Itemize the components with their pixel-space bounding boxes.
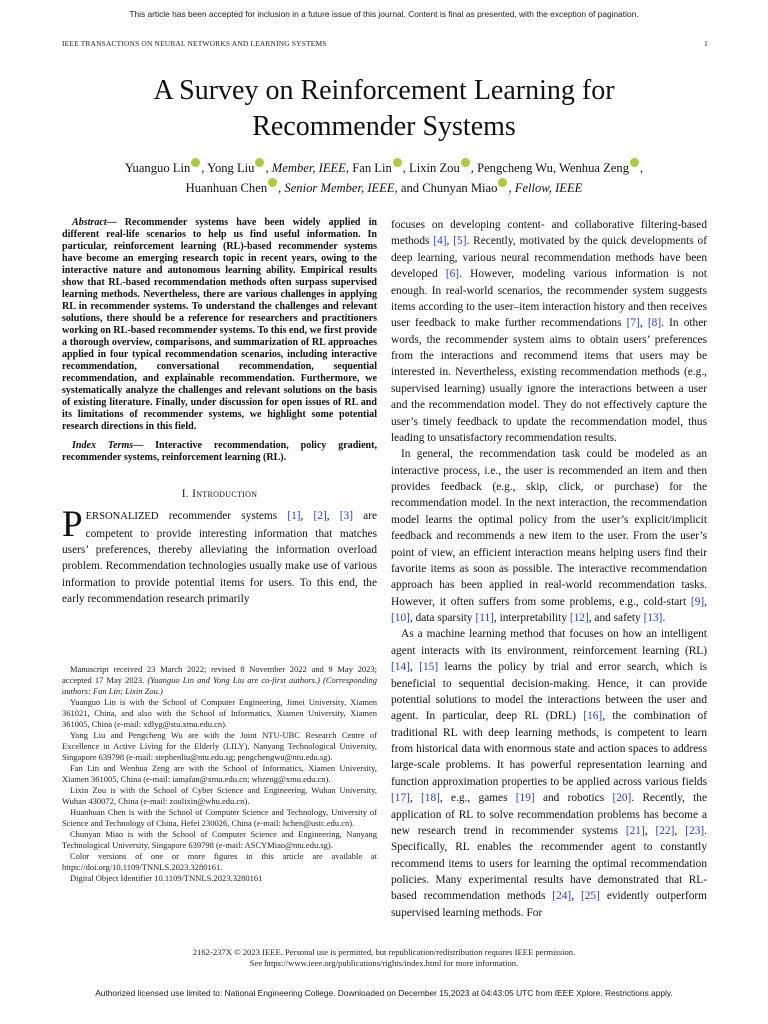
citation-link[interactable]: [13]: [643, 612, 663, 624]
orcid-icon[interactable]: [268, 178, 277, 187]
citation-link[interactable]: [5]: [453, 235, 467, 248]
citation-link[interactable]: [16]: [583, 710, 603, 723]
acceptance-notice: This article has been accepted for inclusion in a future issue of this journal. Content is final as presented, with the exception of pagination.: [129, 9, 639, 19]
journal-name: IEEE TRANSACTIONS ON NEURAL NETWORKS AND LEARNING SYSTEMS: [62, 39, 327, 48]
orcid-icon[interactable]: [255, 158, 264, 167]
citation-link[interactable]: [14]: [391, 661, 410, 674]
footnote: Lixin Zou is with the School of Cyber Science and Engineering, Wuhan University, Wuhan 430072, China (e-mail: zoulixin@whu.edu.cn).: [62, 785, 377, 806]
drop-cap: P: [62, 504, 83, 546]
body-paragraph: focuses on developing content- and collaborative filtering-based methods [4], [5]. Recently, motivated by the quick developments of deep learning, various neural recommendation methods have been developed [6]. However, modeling various information is not enough. In real-world scenarios, the recommender system suggests items according to the user–item interaction history and then receives user feedback to make further recommendations [7], [8]. In other words, the recommender system aims to obtain users’ preferences from the interactions and recommend items that users may be interested in. Nevertheless, existing recommendation methods (e.g., supervised learning) usually ignore the interactions between a user and the recommendation model. They do not effectively capture the user’s timely feedback to update the recommendation model, thus leading to unsatisfactory recommendation results.: [391, 219, 708, 444]
orcid-icon[interactable]: [498, 178, 507, 187]
author-name: Yong Liu: [207, 161, 255, 175]
section-heading: I. Introduction: [181, 488, 258, 501]
paper-title: [0, 73, 768, 145]
download-notice: Authorized licensed use limited to: National Engineering College. Downloaded on December 15,2023 at 04:43:05 UTC from IEEE Xplore. Restrictions apply.: [95, 988, 673, 998]
author-name: Wenhua Zeng: [559, 161, 629, 175]
running-head: [62, 39, 708, 48]
author-name: Chunyan Miao: [422, 181, 498, 195]
citation-link[interactable]: [15]: [419, 661, 439, 674]
citation-link[interactable]: [7]: [626, 317, 640, 330]
abstract-label: Abstract: [72, 217, 107, 228]
footnote: Manuscript received 23 March 2022; revised 8 November 2022 and 9 May 2023; accepted 17 May 2023. (Yuanguo Lin and Yong Liu are co-first authors.) (Corresponding authors: Fan Lin; Lixin Zou.): [62, 664, 377, 696]
citation-link[interactable]: [4]: [433, 235, 447, 248]
citation-link[interactable]: [12]: [569, 612, 589, 624]
title-line-2: Recommender Systems: [252, 111, 516, 142]
page-number: 1: [704, 39, 708, 48]
citation-link[interactable]: [9]: [690, 595, 705, 608]
author-name: Lixin Zou: [409, 161, 460, 175]
index-terms: [62, 440, 377, 464]
orcid-icon[interactable]: [461, 158, 470, 167]
citation-link[interactable]: [19]: [515, 792, 535, 805]
title-line-1: A Survey on Reinforcement Learning for: [153, 75, 615, 106]
left-column: [62, 217, 377, 608]
intro-paragraph: PERSONALIZED recommender systems [1], [2], [3] are competent to provide interesting information that matches users’ preferences, thereby alleviating the information overload problem. Recommendation technologies usually make use of various information to provide potential items for users. To this end, the early recommendation research primarily: [62, 504, 378, 606]
orcid-icon[interactable]: [630, 158, 639, 167]
citation-link[interactable]: [24]: [552, 890, 572, 903]
author-role: Senior Member, IEEE: [284, 181, 395, 195]
abstract-text: — Recommender systems have been widely applied in different real-life scenarios to help us find useful information. In particular, reinforcement learning (RL)-based recommender systems have become an emerging research topic in recent years, owing to the interactive nature and autonomous learning ability. Empirical results show that RL-based recommendation methods often surpass supervised learning methods. Nevertheless, there are various challenges in applying RL in recommender systems. To understand the challenges and relevant solutions, there should be a reference for researchers and practitioners working on RL-based recommender systems. To this end, we first provide a thorough overview, comparisons, and summarization of RL approaches applied in four typical recommendation scenarios, including interactive recommendation, conversational recommendation, sequential recommendation, and explainable recommendation. Furthermore, we systematically analyze the challenges and relevant solutions on the basis of existing literature. Finally, under discussion for open issues of RL and its limitations of recommender systems, we highlight some potential research directions in this field.: [62, 217, 377, 433]
citation-link[interactable]: [8]: [647, 317, 662, 330]
footnote: Fan Lin and Wenhua Zeng are with the School of Informatics, Xiamen University, Xiamen 361005, China (e-mail: iamafan@xmu.edu.cn; whzeng@xmu.edu.cn).: [62, 763, 377, 784]
right-column: [391, 217, 707, 921]
copyright-notice: 2162-237X © 2023 IEEE. Personal use is permitted, but republication/redistribution requires IEEE permission. See https://www.ieee.org/publications/rights/index.html for more information.: [192, 947, 576, 969]
body-paragraph: As a machine learning method that focuses on how an intelligent agent interacts with its environment, reinforcement learning (RL) [14], [15] learns the policy by trial and error search, which is beneficial to sequential decision-making. Hence, it can provide potential solutions to model the interactions between the user and agent. In particular, deep RL (DRL) [16], the combination of traditional RL with deep learning methods, is competent to learn from historical data with enormous state and action spaces to address large-scale problems. It has powerful representation learning and function approximation properties to be applied across various fields [17], [18], e.g., games [19] and robotics [20]. Recently, the application of RL to solve recommendation problems has become a new research trend in recommender systems [21], [22], [23]. Specifically, RL enables the recommender agent to constantly recommend items to users for learning the optimal recommendation policies. Many experimental results have demonstrated that RL-based recommendation methods [24], [25] evidently outperform supervised learning methods. For: [391, 628, 708, 919]
citation-link[interactable]: [1]: [287, 510, 301, 523]
citation-link[interactable]: [22]: [655, 824, 675, 837]
orcid-icon[interactable]: [191, 158, 200, 167]
index-terms-text: — Interactive recommendation, policy gradient, recommender systems, reinforcement learning (RL).: [62, 440, 377, 464]
footnote: Yuanguo Lin is with the School of Computer Engineering, Jimei University, Xiamen 361021, China, and also with the School of Informatics, Xiamen University, Xiamen 361005, China (e-mail: xdlyg@stu.xmu.edu.cn).: [62, 697, 377, 729]
author-name: Huanhuan Chen: [185, 181, 268, 195]
citation-link[interactable]: [2]: [313, 510, 327, 523]
orcid-icon[interactable]: [393, 158, 402, 167]
citation-link[interactable]: [6]: [445, 268, 460, 281]
author-name: Pengcheng Wu: [477, 161, 553, 175]
footnote: Digital Object Identifier 10.1109/TNNLS.2023.3280161: [70, 873, 263, 883]
citation-link[interactable]: [21]: [625, 824, 645, 837]
citation-link[interactable]: [23]: [685, 824, 705, 837]
citation-link[interactable]: [10]: [391, 612, 410, 624]
footnotes: [62, 664, 377, 884]
citation-link[interactable]: [3]: [339, 510, 354, 523]
footnote: Huanhuan Chen is with the School of Computer Science and Technology, University of Science and Technology of China, Hefei 230026, China (e-mail: hchen@ustc.edu.cn).: [62, 807, 377, 828]
body-paragraph: In general, the recommendation task could be modeled as an interactive process, i.e., the user is recommended an item and then provides feedback (e.g., skip, click, or purchase) for the recommendation model. In the next interaction, the recommendation model learns the optimal policy from the user’s explicit/implicit feedback and recommends a new item to the user. From the user’s point of view, an efficient interaction means helping users find their favorite items as soon as possible. The interactive recommendation approach has been applied in real-world recommendation tasks. However, it often suffers from some problems, e.g., cold-start [9], [10], data sparsity [11], interpretability [12], and safety [13].: [391, 448, 707, 624]
author-name: Fan Lin: [352, 161, 392, 175]
footnote: Yong Liu and Pengcheng Wu are with the Joint NTU-UBC Research Centre of Excellence in Active Living for the Elderly (LILY), Nanyang Technological University, Singapore 639798 (e-mail: stephenliu@ntu.edu.sg; pengchengwu@ntu.edu.sg).: [62, 730, 377, 762]
citation-link[interactable]: [20]: [612, 792, 632, 805]
footnote: Chunyan Miao is with the School of Computer Science and Engineering, Nanyang Technological University, Singapore 639798 (e-mail: ASCYMiao@ntu.edu.sg).: [62, 829, 377, 850]
author-name: Yuanguo Lin: [124, 161, 191, 175]
citation-link[interactable]: [25]: [580, 890, 600, 903]
author-role: Member, IEEE: [271, 161, 346, 175]
footnote: Color versions of one or more figures in this article are available at https://doi.org/10.1109/TNNLS.2023.3280161.: [62, 851, 377, 872]
citation-link[interactable]: [11]: [475, 612, 494, 624]
abstract: [62, 217, 377, 433]
citation-link[interactable]: [17]: [391, 792, 410, 805]
author-list: Yuanguo Lin , Yong Liu , Member, IEEE, Fan Lin , Lixin Zou , Pengcheng Wu, Wenhua Zeng , Huanhuan Chen , Senior Member, IEEE, and Chunyan Miao , Fellow, IEEE: [40, 158, 728, 198]
index-terms-label: Index Terms: [72, 440, 134, 452]
author-role: Fellow, IEEE: [514, 181, 583, 195]
citation-link[interactable]: [18]: [421, 792, 440, 805]
